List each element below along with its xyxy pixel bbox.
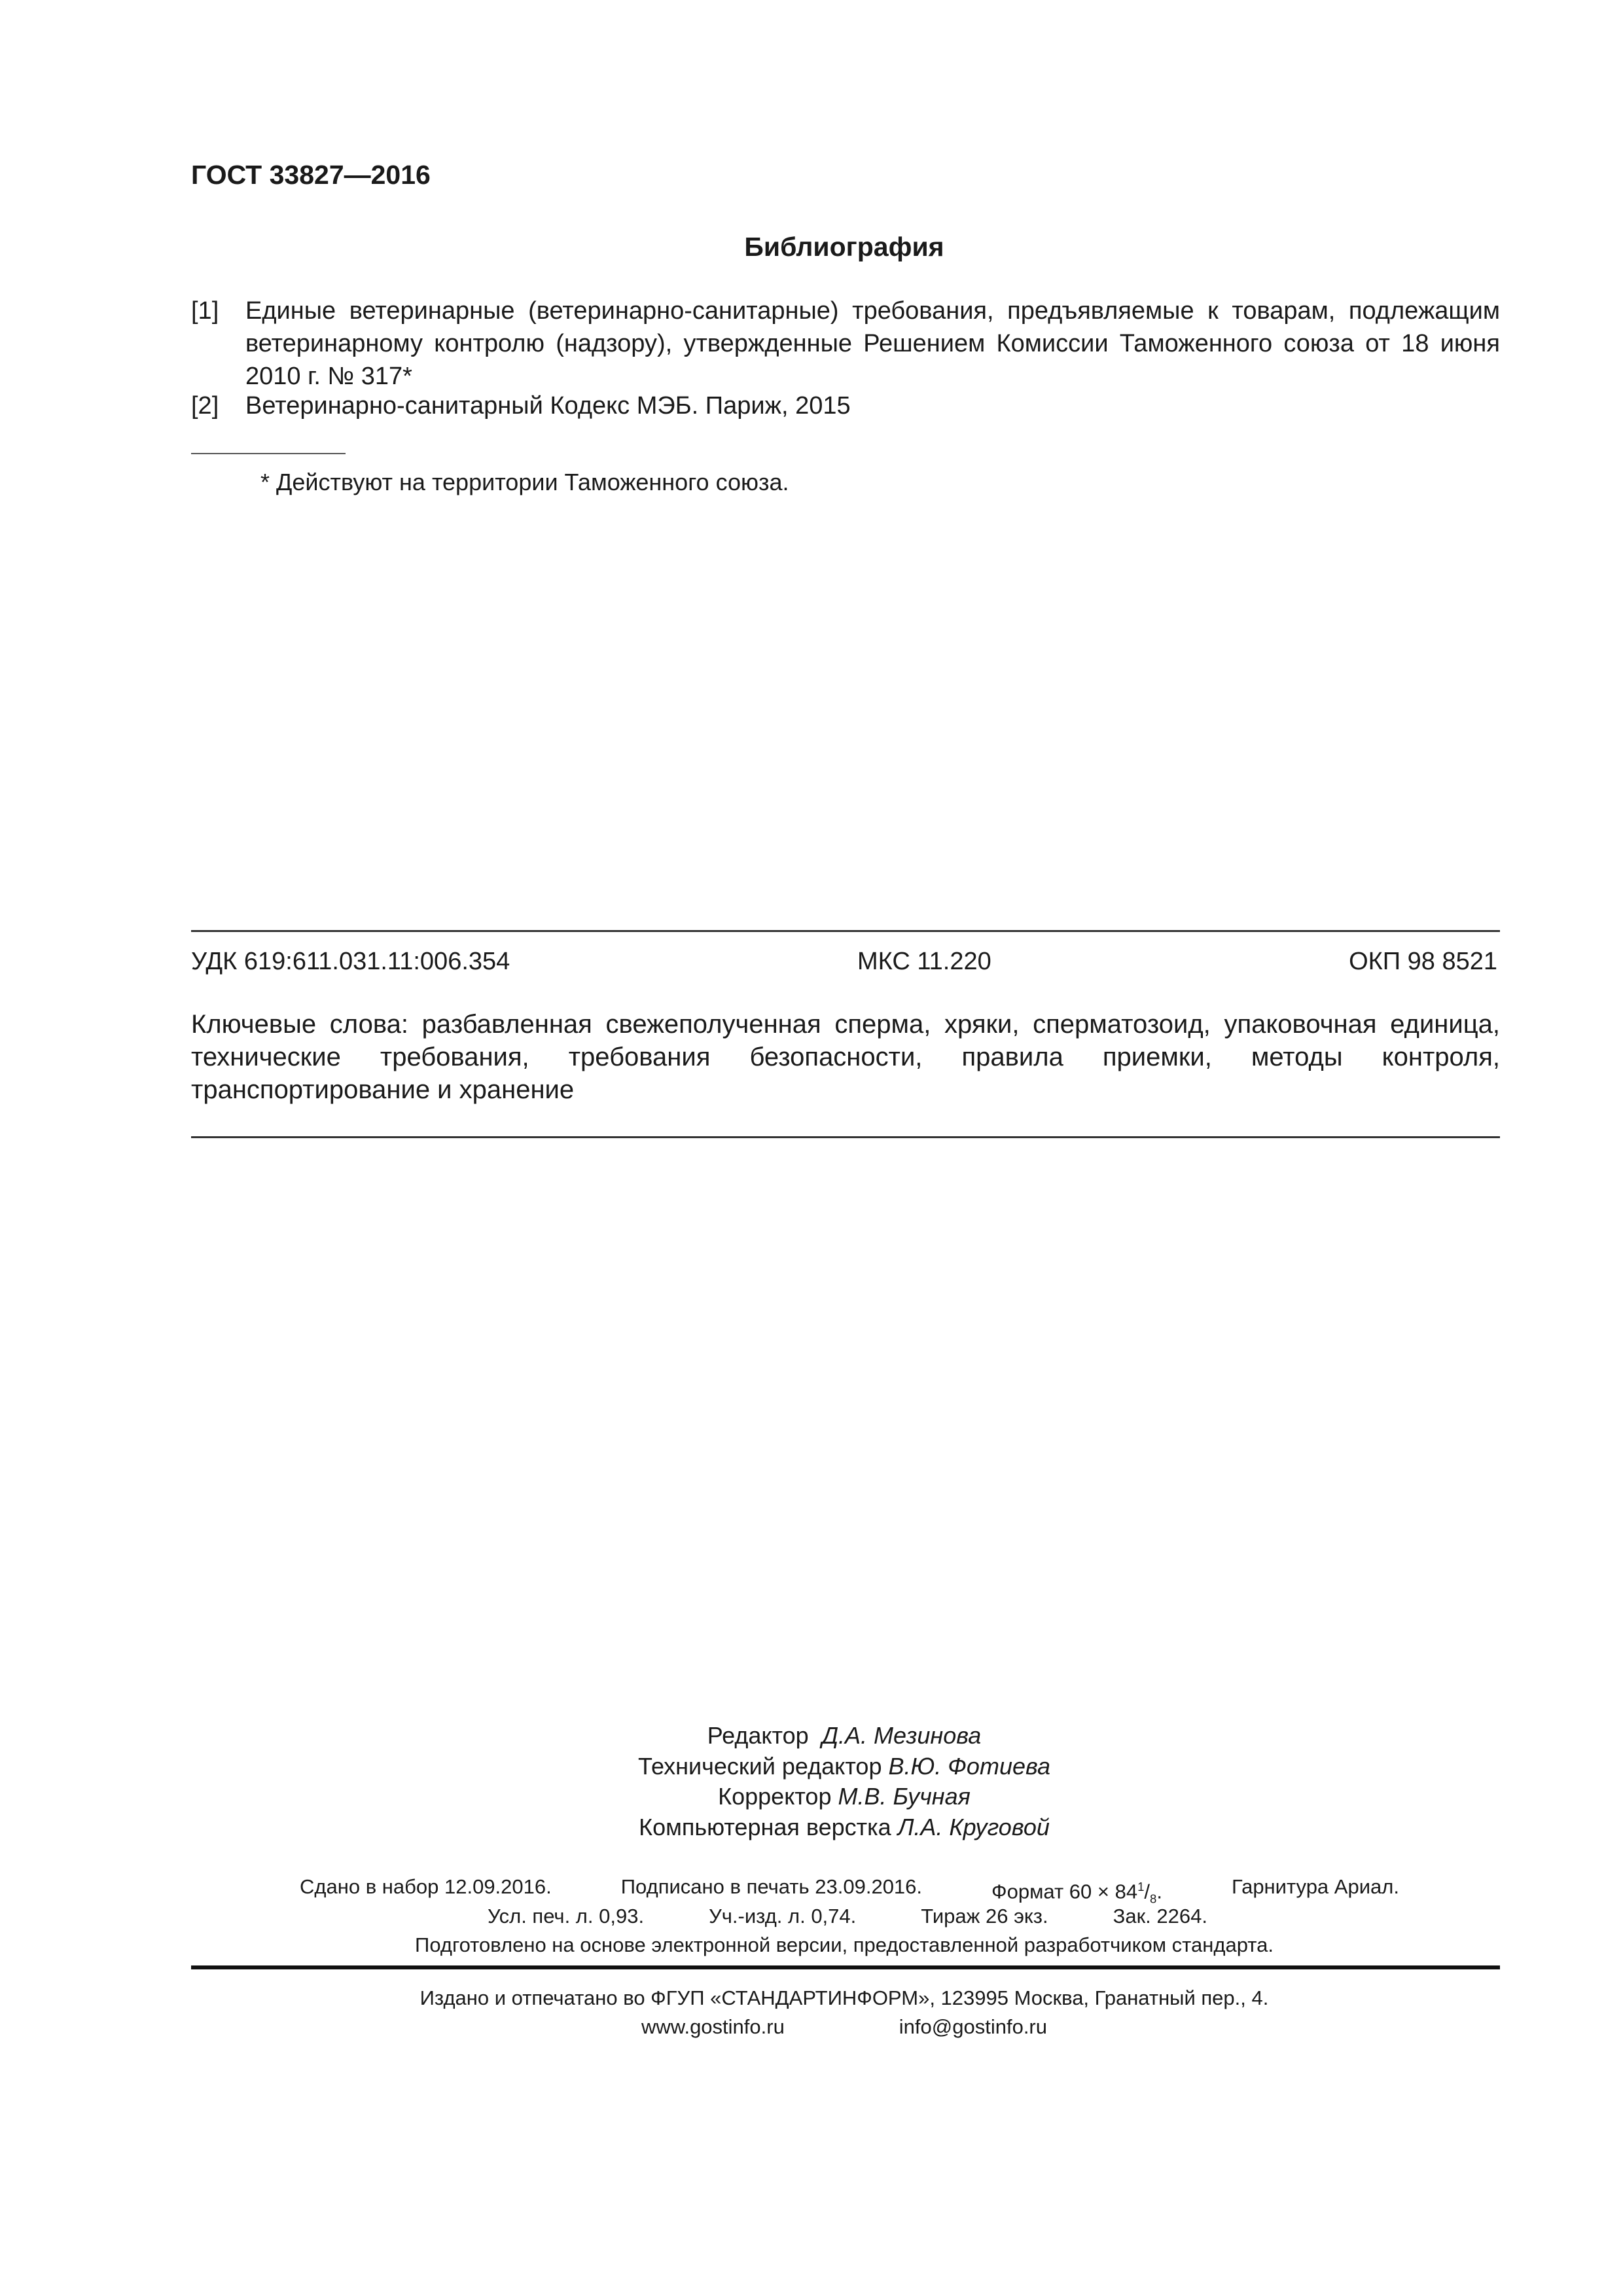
staff-role: Редактор [707,1722,809,1749]
imprint-divider [191,1965,1500,1969]
keywords: Ключевые слова: разбавленная свежеполученная сперма, хряки, сперматозоид, упаковочная единица, технические требования, требования безопасности, правила приемки, методы контроля, транспортирование и хранение [191,1010,1500,1104]
reference-number: [1] [191,297,219,325]
staff-name: М.В. Бучная [838,1783,971,1810]
bibliography-title: Библиография [744,232,944,262]
okp-code: ОКП 98 8521 [1349,948,1497,975]
imprint-font: Гарнитура Ариал. [1232,1875,1399,1898]
imprint-sent: Сдано в набор 12.09.2016. [300,1875,552,1898]
divider-bottom [191,1136,1500,1138]
imprint-pub-sheets: Уч.-изд. л. 0,74. [709,1905,857,1928]
staff-role: Компьютерная верстка [639,1814,891,1840]
imprint-print-sheets: Усл. печ. л. 0,93. [488,1905,645,1928]
reference-text: Ветеринарно-санитарный Кодекс МЭБ. Париж, 2015 [245,392,851,420]
imprint-publisher: Издано и отпечатано во ФГУП «СТАНДАРТИНФОРМ», 123995 Москва, Гранатный пер., 4. [419,1986,1269,2009]
mks-code: МКС 11.220 [857,948,991,975]
staff-role: Технический редактор [637,1753,882,1780]
imprint-order: Зак. 2264. [1113,1905,1207,1928]
reference-text: Единые ветеринарные (ветеринарно-санитарные) требования, предъявляемые к товарам, подлежащим ветеринарному контролю (надзору), утвержденные Решением Комиссии Таможенного союза от 18 июня 2010 г. № 317* [245,297,1500,390]
imprint-line-2 [488,1903,1207,1929]
imprint-prepared: Подготовлено на основе электронной версии, предоставленной разработчиком стандарта. [415,1933,1274,1956]
divider-top [191,930,1500,932]
reference-number: [2] [191,392,219,420]
footnote: * Действуют на территории Таможенного союза. [260,469,789,495]
staff-name: В.Ю. Фотиева [888,1753,1051,1780]
website-link[interactable]: www.gostinfo.ru [641,2015,785,2038]
staff-editor [0,1720,1623,1751]
staff-name: Л.А. Круговой [897,1814,1050,1840]
bibliography-item [191,295,1500,393]
imprint-format: Формат $60 \times 84^1/_8$. [991,1880,1163,1906]
staff-name: Д.А. Мезинова [821,1722,982,1749]
document-code: ГОСТ 33827—2016 [191,160,431,190]
staff-tech-editor [0,1751,1623,1782]
staff-corrector [0,1781,1623,1812]
footnote-separator [191,453,346,454]
email-link[interactable]: info@gostinfo.ru [899,2015,1047,2038]
imprint-contacts [641,2014,1047,2040]
imprint-signed: Подписано в печать 23.09.2016. [620,1875,923,1898]
staff-layout [0,1812,1623,1843]
imprint-circulation: Тираж 26 экз. [921,1905,1048,1928]
staff-role: Корректор [718,1783,832,1810]
bibliography-item [191,389,1500,422]
udk-code: УДК 619:611.031.11:006.354 [191,948,510,975]
